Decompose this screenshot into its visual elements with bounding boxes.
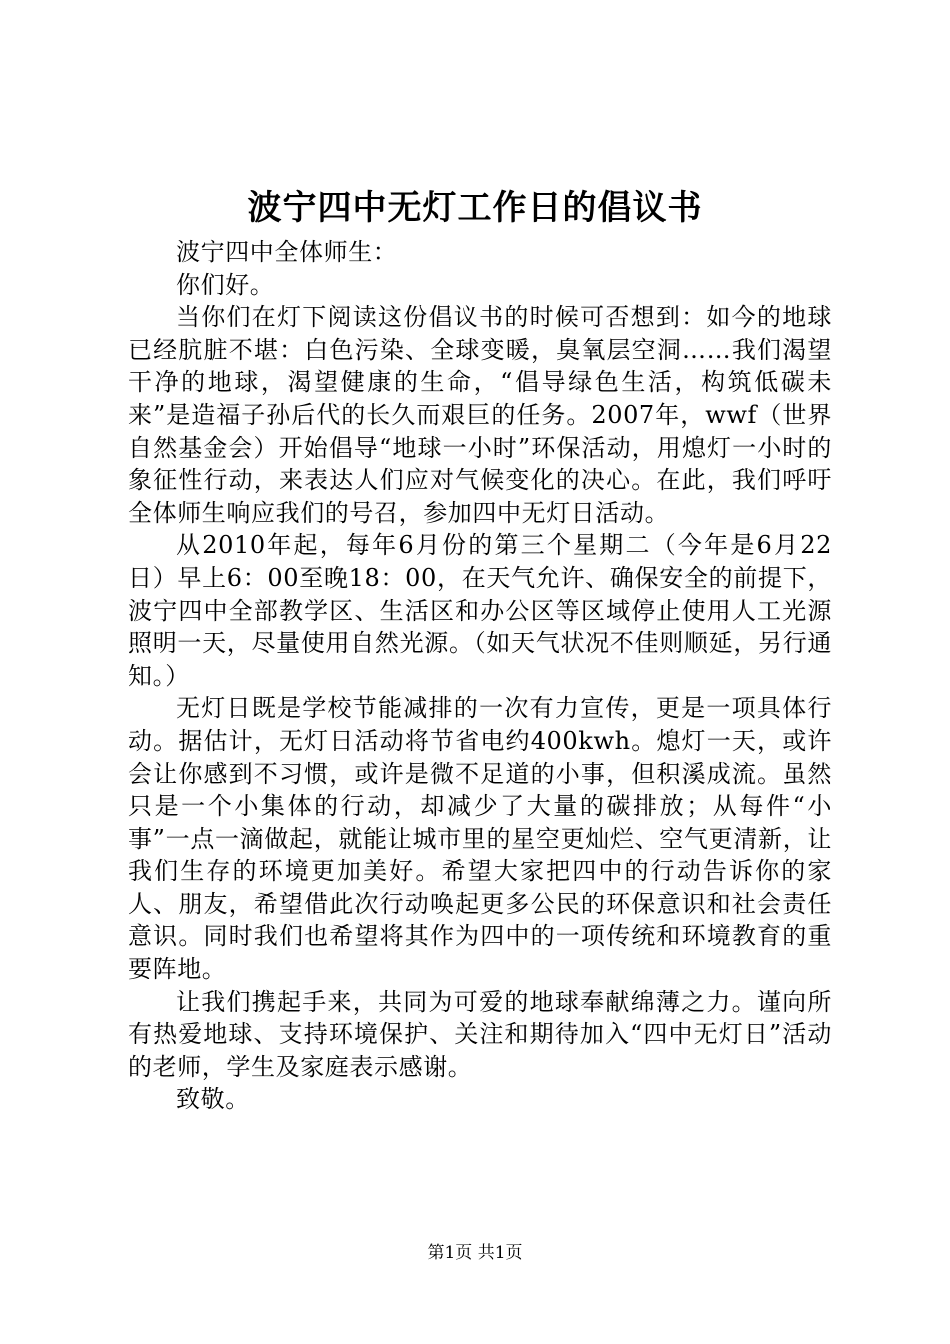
paragraph-significance: 无灯日既是学校节能减排的一次有力宣传，更是一项具体行动。据估计，无灯日活动将节省电约400kwh。熄灯一天，或许会让你感到不习惯，或许是微不足道的小事，但积溪成流。虽然只是一个小集体的行动，却减少了大量的碳排放；从每件“小事”一点一滴做起，就能让城市里的星空更灿烂、空气更清新，让我们生存的环境更加美好。希望大家把四中的行动告诉你的家人、朋友，希望借此次行动唤起更多公民的环保意识和社会责任意识。同时我们也希望将其作为四中的一项传统和环境教育的重要阵地。 [128, 694, 832, 984]
document-title: 波宁四中无灯工作日的倡议书 [247, 188, 703, 228]
document-body [128, 236, 832, 1116]
paragraph-intro: 当你们在灯下阅读这份倡议书的时候可否想到：如今的地球已经肮脏不堪：白色污染、全球变暖，臭氧层空洞……我们渴望干净的地球，渴望健康的生命，“倡导绿色生活，构筑低碳未来”是造福子孙后代的长久而艰巨的任务。2007年，wwf（世界自然基金会）开始倡导“地球一小时”环保活动，用熄灯一小时的象征性行动，来表达人们应对气候变化的决心。在此，我们呼吁全体师生响应我们的号召，参加四中无灯日活动。 [128, 303, 832, 527]
salutation: 波宁四中全体师生： [176, 238, 398, 266]
paragraph-call-to-action: 让我们携起手来，共同为可爱的地球奉献绵薄之力。谨向所有热爱地球、支持环境保护、关注和期待加入“四中无灯日”活动的老师，学生及家庭表示感谢。 [128, 987, 832, 1081]
closing: 致敬。 [176, 1085, 250, 1114]
paragraph-schedule: 从2010年起，每年6月份的第三个星期二（今年是6月22日）早上6：00至晚18：00，在天气允许、确保安全的前提下，波宁四中全部教学区、生活区和办公区等区域停止使用人工光源照明一天，尽量使用自然光源。（如天气状况不佳则顺延，另行通知。） [128, 531, 832, 690]
greeting: 你们好。 [176, 270, 275, 299]
page-footer: 第1页 共1页 [427, 1243, 523, 1263]
